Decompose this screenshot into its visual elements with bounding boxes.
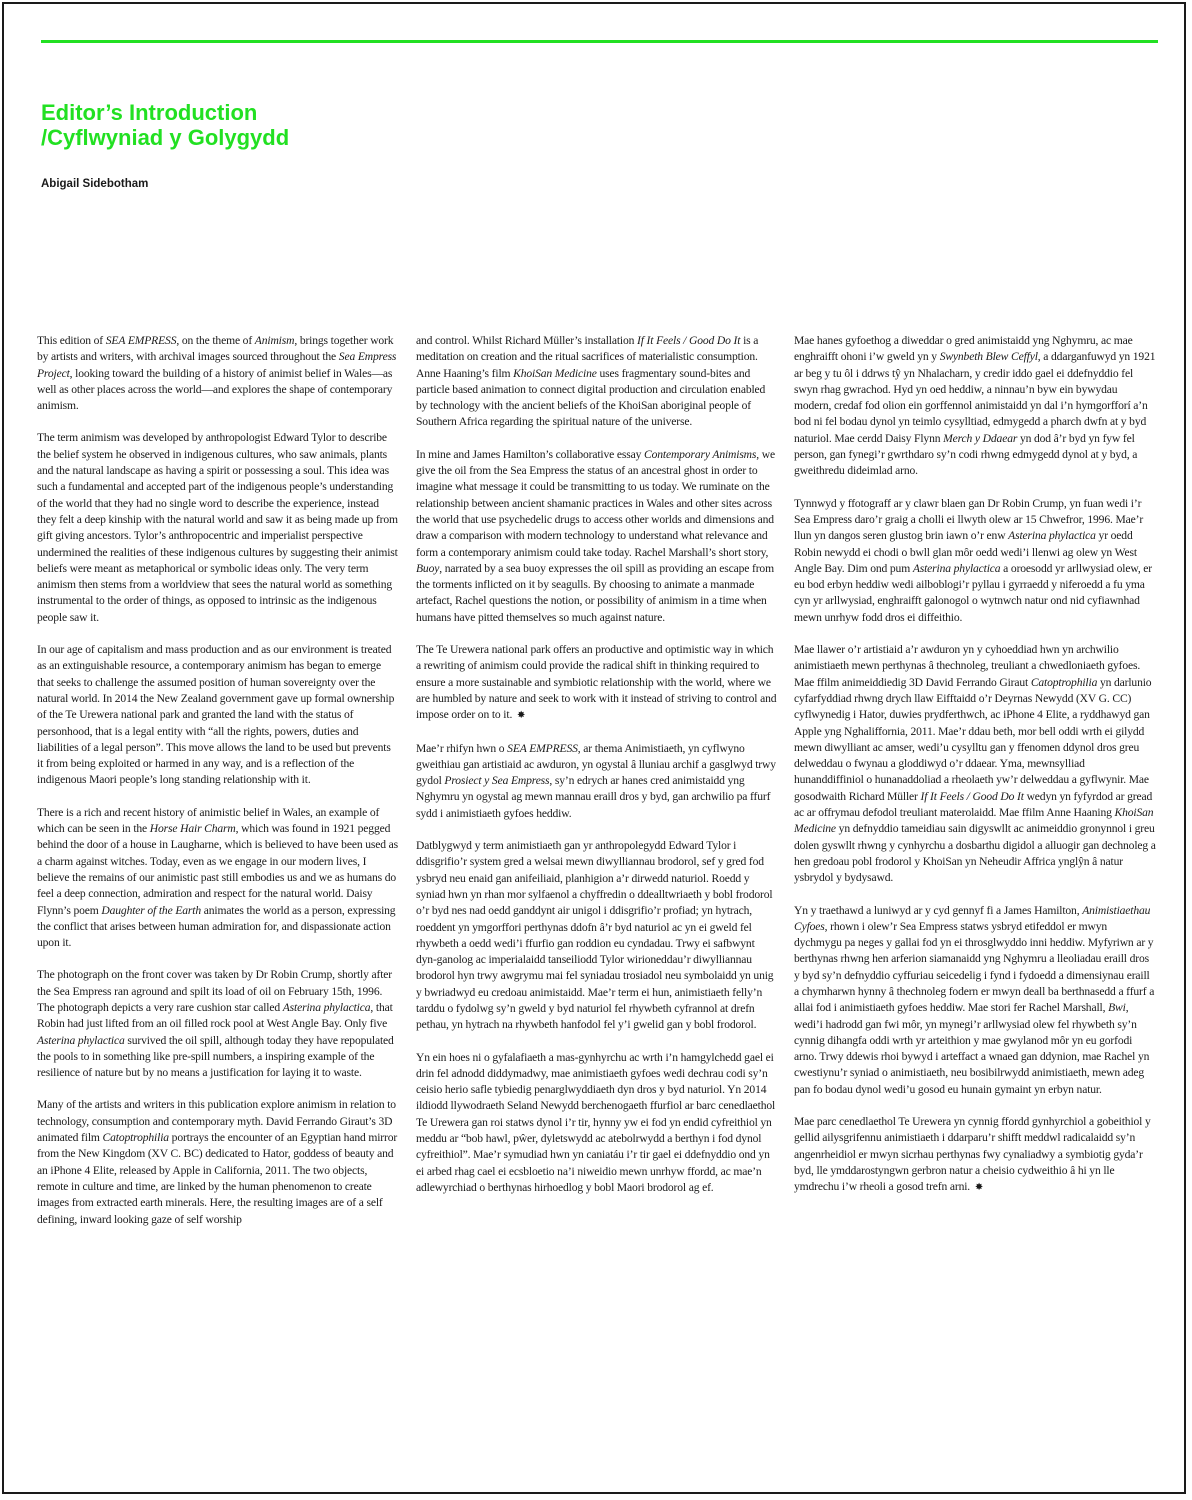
- paragraph: [37, 967, 399, 1081]
- title-welsh: /Cyflwyniad y Golygydd: [41, 125, 290, 150]
- text-column-3: [794, 333, 1156, 1213]
- paragraph: [794, 333, 1156, 480]
- text-run: wedyn yn fyfyrdod ar gread ac ar offrymau defodol treuliant materolaidd. Mae ffilm Anne Haaning: [794, 789, 1153, 820]
- paragraph: [794, 1114, 1156, 1196]
- text-run: In mine and James Hamilton’s collaborative essay: [416, 447, 645, 461]
- text-run: animates the world as a person, expressing the conflict that arises between human admiration for, and dispassionate action upon it.: [37, 903, 396, 950]
- italic-title: Merch y Ddaear: [943, 431, 1018, 445]
- text-run: Mae parc cenedlaethol Te Urewera yn cynnig ffordd gynhyrchiol a gobeithiol y gellid ailysgrifennu animistiaeth i ddarparu’r shifft meddwl radicalaidd sy’n angenrheidiol er mwyn sicrhau perthynas fwy cynaliadwy a symbiotig gyda’r byd, lle ymddarostyngwn gerbron natur a cheisio cydweithio â hi yn lle ymdrechu i’w rheoli a gosod trefn arni.: [794, 1115, 1151, 1194]
- italic-title: KhoiSan Medicine: [513, 366, 597, 380]
- text-run: uses fragmentary sound-bites and particle based animation to connect digital production and circulation enabled by technology with the ancient beliefs of the KhoiSan aboriginal people of Southern Africa regarding the spiritual nature of the universe.: [416, 366, 766, 429]
- italic-title: If It Feels / Good Do It: [920, 789, 1024, 803]
- text-run: There is a rich and recent history of animistic belief in Wales, an example of which can be seen in the: [37, 805, 380, 836]
- text-run: The Te Urewera national park offers an productive and optimistic way in which a rewriting of animism could provide the radical shift in thinking required to ensure a more sustainable and symbiotic relationship with the world, where we are humbled by nature and seek to work with it instead of striving to control and impose order on to it.: [416, 643, 777, 722]
- paragraph: [416, 333, 778, 431]
- italic-title: Catoptrophilia: [102, 1131, 169, 1145]
- italic-title: Buoy: [416, 561, 440, 575]
- text-run: portrays the encounter of an Egyptian hand mirror from the New Kingdom (XV C. BC) dedicated to Hator, goddess of beauty and an iPhone 4 Elite, released by Apple in California, 2011. The two objects, remote in culture and time, are linked by the human phenomenon to create images from extracted earth minerals. Here, the resulting images are of a self defining, inward looking gaze of self worship: [37, 1131, 398, 1226]
- text-run: , we give the oil from the Sea Empress the status of an ancestral ghost in order to imagine what message it could be transmitting to us today. We ruminate on the relationship between ancient shamanic practices in Wales and other sites across the world that use psychedelic drugs to access other worlds and dimensions and draw a comparison with modern technology to understand what relevance and form a contemporary animism could take today. Rachel Marshall’s short story,: [416, 447, 775, 559]
- text-run: , narrated by a sea buoy expresses the oil spill as providing an escape from the torments inflicted on it by seagulls. By choosing to animate a manmade artefact, Rachel questions the notion, or possibility of animism in a time when humans have pitted themselves so much against nature.: [416, 561, 774, 624]
- end-ornament-icon: ✸: [974, 1182, 984, 1194]
- text-run: In our age of capitalism and mass production and as our environment is treated as an extinguishable resource, a contemporary animism has began to emerge that seeks to challenge the assumed position of human sovereignty over the natural world. In 2014 the New Zealand government gave up formal ownership of the Te Urewera national park and granted the land with the status of personhood, that is a legal entity with “all the rights, powers, duties and liabilities of a legal person”. This move allows the land to be used but prevents it from being exploited or harmed in any way, and is a reflection of the indigenous Maori people’s long standing relationship with it.: [37, 643, 395, 787]
- text-run: , ar thema Animistiaeth, yn cyflwyno gweithiau gan artistiaid ac awduron, yn ogystal â lluniau archif a gasglwyd trwy gydol: [416, 741, 776, 788]
- page-title: [41, 100, 289, 150]
- italic-title: Horse Hair Charm: [149, 822, 236, 836]
- paragraph: [37, 1097, 399, 1227]
- italic-title: Prosiect y Sea Empress: [444, 774, 550, 788]
- paragraph: [794, 903, 1156, 1099]
- end-ornament-icon: ✸: [516, 710, 526, 722]
- italic-title: Daughter of the Earth: [101, 903, 201, 917]
- italic-title: Asterina phylactica: [912, 561, 1001, 575]
- paragraph: [416, 1050, 778, 1197]
- text-run: Mae llawer o’r artistiaid a’r awduron yn y cyhoeddiad hwn yn archwilio animistiaeth mewn perthynas â thechnoleg, treuliant a chwedloniaeth gyfoes. Mae ffilm animeiddiedig 3D David Ferrando Giraut: [794, 643, 1141, 689]
- text-run: a oroesodd yr arllwysiad olew, er eu bod erbyn heddiw wedi ailboblogi’r pyllau i gyrraedd y niferoedd a fu yma cyn yr arllwysiad, enghraifft galonogol o wytnwch natur ond nid cyfiawnhad mewn unrhyw fodd dros ei diffeithio.: [794, 561, 1153, 624]
- text-run: , a ddarganfuwyd yn 1921 ar beg y tu ôl i ddrws tŷ yn Nhalacharn, y credir iddo gael ei ddefnyddio fel swyn rhag gwrachod. Hyd yn oed heddiw, a ninnau’n byw ein bywydau modern, credaf fod olion ein gorffennol animistaidd yn dal i’n hymgorfforí a’n bod ni fel bodau dynol yn teimlo cysylltiad, edmygedd a pharch dwfn at y byd naturiol. Mae cerdd Daisy Flynn: [794, 350, 1156, 445]
- text-run: Many of the artists and writers in this publication explore animism in relation to technology, consumption and contemporary myth. David Ferrando Giraut’s 3D animated film: [37, 1098, 396, 1145]
- paragraph: [416, 447, 778, 626]
- text-run: yn darlunio cyfarfyddiad rhwng drych llaw Eifftaidd o’r Deyrnas Newydd (XV G. CC) cyflwynedig i Hator, duwies prydferthwch, ac iPhone 4 Elite, a ryddhawyd gan Apple yng Nghaliffornia, 2011. Mae’r ddau beth, mor bell oddi wrth ei gilydd mewn diwylliant ac amser, wedi’u cysylltu gan y ffenomen ddynol dros greu delweddau o fwynau a gloddiwyd o’r ddaear. Yma, mewnsylliad hunanddiffiniol o hunanaddoliad a rheolaeth yw’r delweddau a gyflwynir. Mae gosodwaith Richard Müller: [794, 675, 1152, 803]
- italic-title: Asterina phylactica: [282, 1000, 371, 1014]
- italic-title: Animism: [254, 334, 295, 347]
- text-run: , on the theme of: [176, 334, 255, 347]
- text-run: The term animism was developed by anthropologist Edward Tylor to describe the belief system he observed in indigenous cultures, who saw animals, plants and the natural landscape as having a spirit or possessing a soul. This idea was such a fundamental and accepted part of the indigenous people’s understanding of the world that they had no single word to describe the experience, instead they felt a deep kinship with the natural world and saw it as being made up from gift giving ancestors. Tylor’s anthropocentric and imperialist perspective undermined the realities of these indigenous cultures by suggesting their animist beliefs were meant as metaphorical or symbolic ideas only. The very term animism then stems from a worldview that sees the natural world as something instrumental to the order of things, as opposed to intrinsic as the indigenous people saw it.: [37, 431, 398, 624]
- paragraph: [37, 805, 399, 952]
- text-run: Tynnwyd y ffotograff ar y clawr blaen gan Dr Robin Crump, yn fuan wedi i’r Sea Empress daro’r graig a cholli ei llwyth olew ar 15 Chwefror, 1996. Mae’r llun yn dangos seren glustog brin iawn o’r enw: [794, 496, 1144, 543]
- paragraph: [37, 333, 399, 414]
- text-run: , wedi’i hadrodd gan fwi môr, yn mynegi’r arllwysiad olew fel rhywbeth sy’n cynnig dihangfa oddi wrth yr arteithion y mae gwylanod môr yn eu gorfodi arno. Trwy ddewis rhoi bywyd i arteffact a wnaed gan ddynion, mae Rachel yn cwestiynu’r syniad o animistiaeth, neu bosibilrwydd animistiaeth, mewn adeg pan fo bodau dynol wedi’u gosod eu hunain gymaint yn erbyn natur.: [794, 1001, 1150, 1096]
- text-run: survived the oil spill, although today they have repopulated the pools to in something like pre-spill numbers, a inspiring example of the resilience of nature but by no means a justification for laying it to waste.: [37, 1033, 394, 1080]
- paragraph: [416, 838, 778, 1034]
- text-run: Yn y traethawd a luniwyd ar y cyd gennyf fi a James Hamilton,: [794, 903, 1083, 917]
- italic-title: Asterina phylactica: [1008, 529, 1096, 543]
- paragraph: [416, 642, 778, 724]
- text-column-2: [416, 333, 778, 1212]
- text-run: , which was found in 1921 pegged behind the door of a house in Laugharne, which is believed to have been used as a charm against witches. Today, even as we engage in our modern lives, I believe the remains of our animistic past still embodies us and we as humans do feel a deep connection, admiration and respect for the natural world. Daisy Flynn’s poem: [37, 822, 398, 917]
- text-column-1: [37, 333, 399, 1244]
- text-run: , brings together work by artists and writers, with archival images sourced throughout the: [37, 334, 394, 364]
- paragraph: [794, 642, 1156, 886]
- paragraph: [37, 642, 399, 789]
- text-run: Mae hanes gyfoethog a diweddar o gred animistaidd yng Nghymru, ac mae enghraifft ohoni i’w gweld yn y: [794, 334, 1133, 364]
- italic-title: Swynbeth Blew Ceffyl: [939, 350, 1038, 364]
- paragraph: [794, 496, 1156, 626]
- italic-title: If It Feels / Good Do It: [637, 334, 741, 347]
- italic-title: Asterina phylactica: [37, 1033, 125, 1047]
- italic-title: SEA EMPRESS: [507, 741, 578, 755]
- text-run: , that Robin had just lifted from an oil filled rock pool at West Angle Bay. Only five: [37, 1000, 393, 1031]
- text-run: is a meditation on creation and the ritual sacrifices of materialistic consumption. Anne Haaning’s film: [416, 334, 759, 380]
- text-run: , rhown i olew’r Sea Empress statws ysbryd etifeddol er mwyn dychmygu pa neges y gallai fod yn ei throsglwyddo inni heddiw. Myfyriwn ar y berthynas rhwng hen arferion siamanaidd yng Nghymru a lleoliadau eraill dros y byd sy’n defnyddio cyffuriau seicedelig i fynd i fydoedd a dimensiynau eraill a chymharwn hynny â thechnoleg fodern er mwyn deall ba berthnasedd a ffurf a allai fod i animistiaeth gyfoes heddiw. Mae stori fer Rachel Marshall,: [794, 919, 1155, 1015]
- italic-title: Animistiaethau Cyfoes: [794, 903, 1151, 933]
- text-run: Datblygwyd y term animistiaeth gan yr anthropolegydd Edward Tylor i ddisgrifio’r system gred a welsai mewn diwylliannau brodorol, sef y gred fod ysbryd neu enaid gan anifeiliaid, planhigion a’r dirwedd naturiol. Roedd y syniad hwn yn rhan mor sylfaenol a chyffredin o ddealltwriaeth y bobl frodorol o’r byd nes nad oedd ganddynt air unigol i ddisgrifio’r profiad; yn hytrach, roeddent yn ymgorffori perthynas ddofn â’r byd naturiol ac yn ei gweld fel rhywbeth a oedd wedi’i ffurfio gan roddion eu cyndadau. Trwy ei safbwynt dyn-ganolog ac imperialaidd tanseiliodd Tylor wirioneddau’r diwylliannau brodorol hyn trwy awgrymu mai fel syniadau trosiadol neu symbolaidd yn unig y bwriadwyd eu credoau animistaidd. Mae’r term ei hun, animistiaeth felly’n tarddu o fydolwg sy’n gweld y byd naturiol fel rhywbeth cyfrannol at drefn pethau, yn hytrach na rhywbeth hanfodol fel y’i gwelid gan y bobl frodorol.: [416, 839, 774, 1032]
- text-run: yn dod â’r byd yn fyw fel person, gan fynegi’r gwrthdaro sy’n codi rhwng edmygedd dynol at y byd, a gweithredu dideimlad arno.: [794, 431, 1138, 478]
- italic-title: Catoptrophilia: [1030, 675, 1098, 689]
- top-rule: [41, 40, 1158, 43]
- italic-title: KhoiSan Medicine: [794, 806, 1154, 836]
- paragraph: [37, 430, 399, 626]
- italic-title: Bwi: [1108, 1001, 1126, 1015]
- text-run: yr oedd Robin newydd ei chodi o bwll glan môr oedd wedi’i llenwi ag olew yn West Angle Bay. Dim ond pum: [794, 529, 1137, 575]
- text-run: , looking toward the building of a history of animist belief in Wales—as well as other places across the world—and explores the shape of contemporary animism.: [37, 366, 393, 413]
- paragraph: [416, 741, 778, 822]
- text-run: This edition of: [37, 334, 106, 347]
- author-name: Abigail Sidebotham: [41, 178, 149, 190]
- italic-title: Contemporary Animisms: [644, 447, 757, 461]
- text-run: and control. Whilst Richard Müller’s installation: [416, 334, 638, 347]
- title-english: Editor’s Introduction: [41, 100, 258, 125]
- text-run: The photograph on the front cover was taken by Dr Robin Crump, shortly after the Sea Empress ran aground and spilt its load of oil on February 15th, 1996. The photograph depicts a very rare cushion star called: [37, 968, 393, 1014]
- text-run: Mae’r rhifyn hwn o: [416, 741, 508, 755]
- text-run: , sy’n edrych ar hanes cred animistaidd yng Nghymru yn ogystal ag mewn mannau eraill dros y byd, gan archwilio pa ffurf sydd i animistiaeth gyfoes heddiw.: [416, 774, 771, 820]
- italic-title: Sea Empress Project: [37, 350, 397, 380]
- text-run: yn defnyddio tameidiau sain digyswllt ac animeiddio gronynnol i greu dolen gyswllt rhwng y cynhyrchu a dosbarthu digidol a alluogir gan dechnoleg a hen gredoau pobl frodorol y KhoiSan yn Neheudir Affrica ynglŷn â natur ysbrydol y bydysawd.: [794, 822, 1156, 885]
- text-run: Yn ein hoes ni o gyfalafiaeth a mas-gynhyrchu ac wrth i’n hamgylchedd gael ei drin fel adnodd diddymadwy, mae animistiaeth gyfoes wedi dechrau codi sy’n ceisio herio safle tybiedig penarglwyddiaeth dyn dros y byd naturiol. Yn 2014 ildiodd llywodraeth Seland Newydd berchenogaeth ffurfiol ar barc cenedlaethol Te Urewera gan roi statws dynol i’r tir, hynny yw ei fod yn endid cyfreithiol yn meddu ar “bob hawl, pŵer, dyletswydd ac atebolrwydd a berthyn i fod dynol cyfreithiol”. Mae’r symudiad hwn yn caniatáu i’r tir gael ei ddefnyddio ond yn ei arbed rhag cael ei ecsbloetio na’i niweidio mewn unrhyw ffordd, ac mae’n adlewyrchiad o berthynas hirhoedlog y bobl Maori brodorol ag ef.: [416, 1050, 776, 1194]
- italic-title: SEA EMPRESS: [105, 334, 177, 347]
